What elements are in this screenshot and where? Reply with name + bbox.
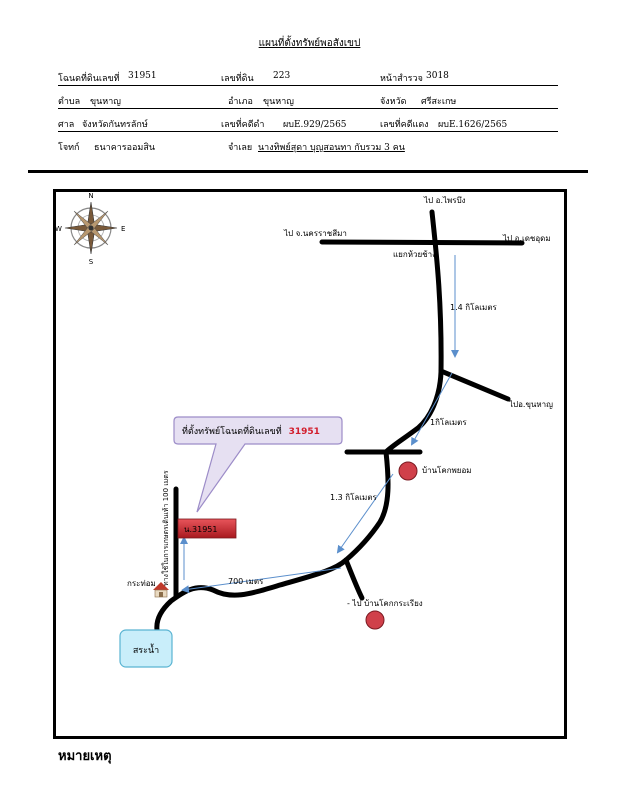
compass-w: W bbox=[55, 225, 62, 233]
case-black-value: ผบE.929/2565 bbox=[283, 120, 347, 130]
village-marker-khok-kra-riang bbox=[366, 611, 384, 629]
pond-label: สระน้ำ bbox=[132, 646, 160, 656]
deed-value: 31951 bbox=[128, 71, 157, 81]
label-hut: กระท่อม bbox=[127, 579, 156, 588]
footer-note: หมายเหตุ bbox=[58, 749, 112, 764]
province-value: ศรีสะเกษ bbox=[421, 97, 457, 107]
label-1km: 1กิโลเมตร bbox=[430, 418, 467, 427]
callout-number: 31951 bbox=[288, 427, 320, 437]
defendant-value: นางทิพย์สุดา บุญสอนทา กับรวม 3 คน bbox=[258, 143, 405, 153]
village-marker-khok-phayom bbox=[399, 462, 417, 480]
compass-s: S bbox=[88, 258, 94, 266]
subdistrict-value: ขุนหาญ bbox=[90, 97, 121, 107]
province-label: จังหวัด bbox=[380, 97, 407, 107]
court-value: จังหวัดกันทรลักษ์ bbox=[82, 120, 148, 130]
district-label: อำเภอ bbox=[228, 97, 253, 107]
label-to-det-udom: ไป อ.เดชอุดม bbox=[503, 234, 551, 243]
case-black-label: เลขที่คดีดำ bbox=[221, 120, 265, 130]
arrow-1km bbox=[412, 373, 452, 444]
subdistrict-label: ตำบล bbox=[58, 97, 81, 107]
land-label: เลขที่ดิน bbox=[221, 74, 254, 84]
label-intersection: แยกห้วยช้าง bbox=[393, 250, 436, 259]
land-value: 223 bbox=[273, 71, 291, 81]
label-ban-khok-phayom: บ้านโคกพยอม bbox=[422, 466, 472, 475]
compass-e: E bbox=[121, 225, 126, 233]
survey-value: 3018 bbox=[426, 71, 449, 81]
label-to-ban-khok-kra-riang: - ไป บ้านโคกกระเรียง bbox=[347, 599, 423, 608]
compass-rose-icon bbox=[55, 192, 125, 266]
label-to-phrai-bueng: ไป อ.ไพรบึง bbox=[424, 196, 466, 205]
compass-n: N bbox=[88, 192, 94, 200]
road-to-khok-kra-riang bbox=[346, 560, 362, 598]
callout-label: ที่ตั้งทรัพย์โฉนดที่ดินเลขที่ bbox=[182, 427, 282, 437]
case-red-label: เลขที่คดีแดง bbox=[380, 120, 429, 130]
label-to-khun-han: ไปอ.ขุนหาญ bbox=[509, 400, 553, 409]
label-farm-road: ทางใช้ในการเกษตรเดินเท้า 100 เมตร bbox=[162, 470, 170, 586]
plot-label: น.31951 bbox=[184, 525, 218, 534]
label-700m: 700 เมตร bbox=[228, 577, 264, 586]
district-value: ขุนหาญ bbox=[263, 97, 294, 107]
page-title: แผนที่ตั้งทรัพย์พอสังเขป bbox=[258, 38, 361, 49]
case-red-value: ผบE.1626/2565 bbox=[438, 120, 508, 130]
label-1-4km: 1.4 กิโลเมตร bbox=[450, 303, 497, 312]
plaintiff-label: โจทก์ bbox=[58, 143, 80, 153]
survey-label: หน้าสำรวจ bbox=[380, 74, 423, 84]
plaintiff-value: ธนาคารออมสิน bbox=[94, 143, 155, 153]
label-to-nakhon-ratchasima: ไป จ.นครราชสีมา bbox=[284, 229, 347, 238]
road-east-west bbox=[322, 242, 522, 243]
label-1-3km: 1.3 กิโลเมตร bbox=[330, 493, 377, 502]
defendant-label: จำเลย bbox=[228, 143, 253, 153]
road-main-north bbox=[386, 212, 441, 452]
deed-label: โฉนดที่ดินเลขที่ bbox=[58, 74, 120, 84]
court-label: ศาล bbox=[58, 120, 75, 130]
